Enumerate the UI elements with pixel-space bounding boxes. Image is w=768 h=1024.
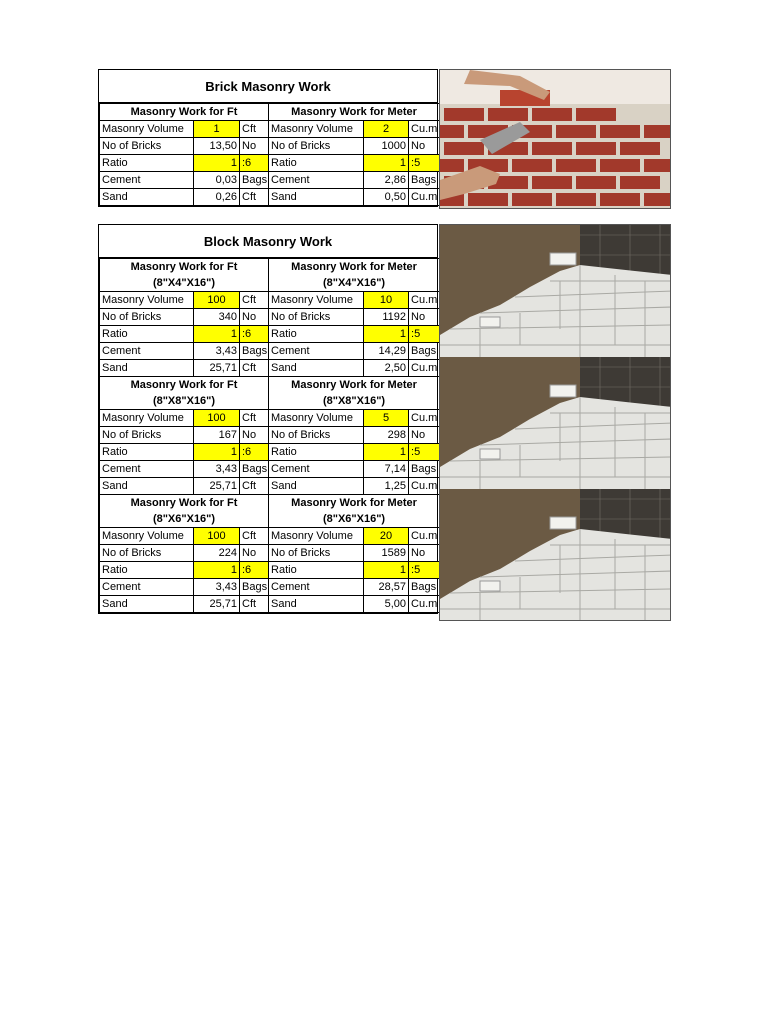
meter-value-cell[interactable]: 1	[364, 155, 409, 172]
table-row	[100, 343, 440, 360]
ft-unit-cell[interactable]: No	[240, 138, 269, 155]
meter-header: Masonry Work for Meter (8"X8"X16")	[269, 377, 440, 410]
table-row	[100, 528, 440, 545]
ft-unit-cell[interactable]: Bags	[240, 343, 269, 360]
meter-unit-cell[interactable]: :5	[409, 562, 440, 579]
meter-label[interactable]: Cement	[269, 172, 364, 189]
row-label[interactable]: Masonry Volume	[100, 292, 194, 309]
meter-label[interactable]: Cement	[269, 579, 364, 596]
ft-unit-cell[interactable]: Cft	[240, 478, 269, 495]
ft-value-cell[interactable]: 340	[194, 309, 240, 326]
ft-unit-cell[interactable]: Bags	[240, 172, 269, 189]
block-photo-2	[440, 357, 671, 489]
ft-value-cell[interactable]: 25,71	[194, 478, 240, 495]
table-row	[100, 309, 440, 326]
meter-value-cell[interactable]: 28,57	[364, 579, 409, 596]
meter-label[interactable]: Sand	[269, 360, 364, 377]
ft-value-cell[interactable]: 13,50	[194, 138, 240, 155]
meter-label[interactable]: No of Bricks	[269, 309, 364, 326]
meter-label[interactable]: No of Bricks	[269, 545, 364, 562]
row-label[interactable]: Cement	[100, 461, 194, 478]
meter-label[interactable]: Ratio	[269, 562, 364, 579]
block-wall-illustration	[440, 225, 671, 621]
meter-value-cell[interactable]: 2,50	[364, 360, 409, 377]
meter-value-cell[interactable]: 0,50	[364, 189, 409, 206]
table-row	[100, 562, 440, 579]
meter-value-cell[interactable]: 2,86	[364, 172, 409, 189]
brick-masonry-title: Brick Masonry Work	[99, 70, 437, 103]
ft-unit-cell[interactable]: No	[240, 545, 269, 562]
table-row	[100, 478, 440, 495]
meter-label[interactable]: Sand	[269, 189, 364, 206]
meter-unit-cell[interactable]: :5	[409, 326, 440, 343]
ft-value-cell[interactable]: 224	[194, 545, 240, 562]
table-row	[100, 326, 440, 343]
row-label[interactable]: No of Bricks	[100, 427, 194, 444]
table-row	[100, 410, 440, 427]
meter-label[interactable]: No of Bricks	[269, 427, 364, 444]
meter-value-cell[interactable]: 5,00	[364, 596, 409, 613]
meter-unit-cell[interactable]: Bags	[409, 172, 440, 189]
meter-unit-cell[interactable]: Cu.m	[409, 596, 440, 613]
meter-label[interactable]: Sand	[269, 478, 364, 495]
meter-label[interactable]: Ratio	[269, 155, 364, 172]
row-label[interactable]: Masonry Volume	[100, 121, 194, 138]
ft-unit-cell[interactable]: :6	[240, 444, 269, 461]
row-label[interactable]: Ratio	[100, 444, 194, 461]
ft-unit-cell[interactable]: Cft	[240, 528, 269, 545]
meter-label[interactable]: Masonry Volume	[269, 292, 364, 309]
table-row	[100, 360, 440, 377]
ft-unit-cell[interactable]: Bags	[240, 579, 269, 596]
row-label[interactable]: No of Bricks	[100, 309, 194, 326]
ft-value-cell[interactable]: 1	[194, 326, 240, 343]
meter-label[interactable]: No of Bricks	[269, 138, 364, 155]
meter-value-cell[interactable]: 1000	[364, 138, 409, 155]
block-masonry-sheet	[98, 224, 438, 614]
ft-value-cell[interactable]: 167	[194, 427, 240, 444]
meter-value-cell[interactable]: 10	[364, 292, 409, 309]
ft-unit-cell[interactable]: No	[240, 309, 269, 326]
meter-value-cell[interactable]: 7,14	[364, 461, 409, 478]
meter-label[interactable]: Ratio	[269, 444, 364, 461]
ft-value-cell[interactable]: 100	[194, 410, 240, 427]
ft-unit-cell[interactable]: Cft	[240, 596, 269, 613]
row-label[interactable]: Sand	[100, 189, 194, 206]
meter-unit-cell[interactable]: Cu.m	[409, 360, 440, 377]
row-label[interactable]: No of Bricks	[100, 138, 194, 155]
ft-header: Masonry Work for Ft (8"X8"X16")	[100, 377, 269, 410]
meter-unit-cell[interactable]: No	[409, 309, 440, 326]
table-row	[100, 292, 440, 309]
meter-unit-cell[interactable]: Cu.m	[409, 410, 440, 427]
row-label[interactable]: Cement	[100, 172, 194, 189]
meter-unit-cell[interactable]: Cu.m	[409, 121, 440, 138]
row-label[interactable]: Masonry Volume	[100, 410, 194, 427]
ft-unit-cell[interactable]: :6	[240, 562, 269, 579]
meter-value-cell[interactable]: 1192	[364, 309, 409, 326]
meter-unit-cell[interactable]: Bags	[409, 343, 440, 360]
brick-masonry-sheet	[98, 69, 438, 207]
meter-unit-cell[interactable]: Bags	[409, 579, 440, 596]
ft-value-cell[interactable]: 100	[194, 528, 240, 545]
block-wall-photos	[439, 224, 671, 621]
ft-unit-cell[interactable]: Cft	[240, 410, 269, 427]
table-row	[100, 189, 440, 206]
ft-value-cell[interactable]: 1	[194, 562, 240, 579]
meter-label[interactable]: Masonry Volume	[269, 528, 364, 545]
ft-value-cell[interactable]: 1	[194, 444, 240, 461]
meter-label[interactable]: Masonry Volume	[269, 410, 364, 427]
table-row	[100, 172, 440, 189]
meter-unit-cell[interactable]: :5	[409, 155, 440, 172]
row-label[interactable]: Cement	[100, 579, 194, 596]
table-row	[100, 121, 440, 138]
block-masonry-table	[99, 258, 440, 613]
row-label[interactable]: Sand	[100, 478, 194, 495]
meter-unit-cell[interactable]: Bags	[409, 461, 440, 478]
ft-header: Masonry Work for Ft (8"X6"X16")	[100, 495, 269, 528]
row-label[interactable]: Ratio	[100, 562, 194, 579]
meter-value-cell[interactable]: 14,29	[364, 343, 409, 360]
meter-value-cell[interactable]: 1	[364, 326, 409, 343]
meter-label[interactable]: Cement	[269, 343, 364, 360]
row-label[interactable]: Sand	[100, 360, 194, 377]
ft-unit-cell[interactable]: :6	[240, 326, 269, 343]
meter-unit-cell[interactable]: No	[409, 545, 440, 562]
meter-label[interactable]: Ratio	[269, 326, 364, 343]
meter-value-cell[interactable]: 20	[364, 528, 409, 545]
ft-unit-cell[interactable]: :6	[240, 155, 269, 172]
meter-unit-cell[interactable]: Cu.m	[409, 189, 440, 206]
row-label[interactable]: Cement	[100, 343, 194, 360]
meter-label[interactable]: Sand	[269, 596, 364, 613]
block-masonry-title: Block Masonry Work	[99, 225, 437, 258]
row-label[interactable]: Ratio	[100, 326, 194, 343]
meter-value-cell[interactable]: 1	[364, 444, 409, 461]
ft-value-cell[interactable]: 3,43	[194, 343, 240, 360]
meter-unit-cell[interactable]: Cu.m	[409, 292, 440, 309]
meter-unit-cell[interactable]: Cu.m	[409, 478, 440, 495]
ft-header: Masonry Work for Ft	[100, 104, 269, 121]
meter-value-cell[interactable]: 2	[364, 121, 409, 138]
block-photo-1	[440, 225, 671, 357]
ft-value-cell[interactable]: 0,03	[194, 172, 240, 189]
brick-masonry-table	[99, 103, 440, 206]
table-row	[100, 138, 440, 155]
meter-value-cell[interactable]: 298	[364, 427, 409, 444]
ft-value-cell[interactable]: 3,43	[194, 461, 240, 478]
ft-value-cell[interactable]: 3,43	[194, 579, 240, 596]
row-label[interactable]: Sand	[100, 596, 194, 613]
block-photo-3	[440, 489, 671, 621]
ft-value-cell[interactable]: 0,26	[194, 189, 240, 206]
table-row	[100, 444, 440, 461]
meter-unit-cell[interactable]: No	[409, 138, 440, 155]
meter-value-cell[interactable]: 1589	[364, 545, 409, 562]
ft-unit-cell[interactable]: Cft	[240, 360, 269, 377]
ft-unit-cell[interactable]: Cft	[240, 292, 269, 309]
table-row	[100, 461, 440, 478]
ft-unit-cell[interactable]: No	[240, 427, 269, 444]
row-label[interactable]: Ratio	[100, 155, 194, 172]
meter-label[interactable]: Masonry Volume	[269, 121, 364, 138]
meter-value-cell[interactable]: 1,25	[364, 478, 409, 495]
table-row	[100, 155, 440, 172]
row-label[interactable]: Masonry Volume	[100, 528, 194, 545]
row-label[interactable]: No of Bricks	[100, 545, 194, 562]
ft-value-cell[interactable]: 100	[194, 292, 240, 309]
ft-unit-cell[interactable]: Bags	[240, 461, 269, 478]
ft-header: Masonry Work for Ft (8"X4"X16")	[100, 259, 269, 292]
ft-value-cell[interactable]: 25,71	[194, 360, 240, 377]
meter-unit-cell[interactable]: Cu.m	[409, 528, 440, 545]
table-row	[100, 427, 440, 444]
table-row	[100, 579, 440, 596]
meter-header: Masonry Work for Meter (8"X6"X16")	[269, 495, 440, 528]
ft-value-cell[interactable]: 1	[194, 121, 240, 138]
meter-header: Masonry Work for Meter	[269, 104, 440, 121]
ft-value-cell[interactable]: 1	[194, 155, 240, 172]
ft-unit-cell[interactable]: Cft	[240, 189, 269, 206]
ft-unit-cell[interactable]: Cft	[240, 121, 269, 138]
table-row	[100, 596, 440, 613]
ft-value-cell[interactable]: 25,71	[194, 596, 240, 613]
table-row	[100, 545, 440, 562]
meter-value-cell[interactable]: 5	[364, 410, 409, 427]
meter-label[interactable]: Cement	[269, 461, 364, 478]
meter-value-cell[interactable]: 1	[364, 562, 409, 579]
meter-header: Masonry Work for Meter (8"X4"X16")	[269, 259, 440, 292]
meter-unit-cell[interactable]: No	[409, 427, 440, 444]
brick-wall-photo	[439, 69, 671, 209]
meter-unit-cell[interactable]: :5	[409, 444, 440, 461]
brick-wall-illustration	[440, 70, 671, 209]
